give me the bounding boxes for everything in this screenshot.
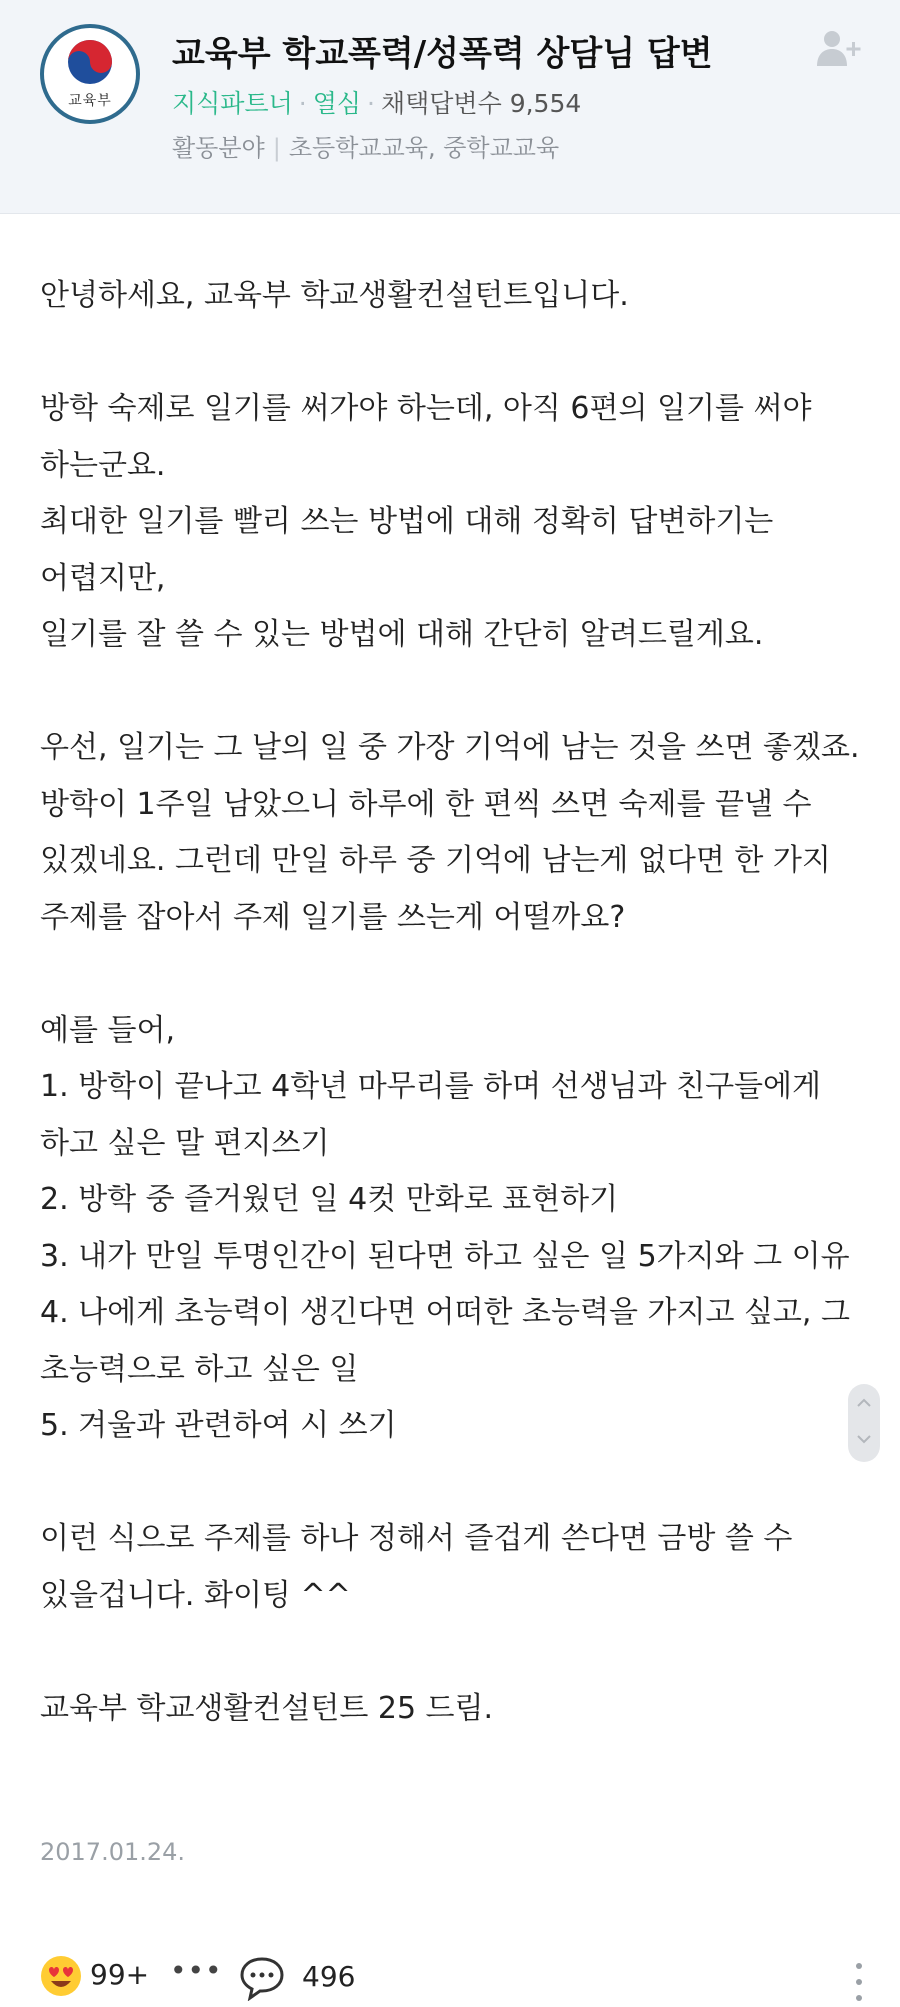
answerer-name[interactable]: 교육부 학교폭력/성폭력 상담님 답변 — [172, 34, 713, 74]
partner-badge: 지식파트너 — [172, 89, 293, 118]
answerer-meta — [172, 84, 581, 120]
logo-text: 교육부 — [68, 93, 112, 109]
more-vertical-icon[interactable] — [852, 1960, 866, 2007]
more-reactions-button[interactable]: ••• — [170, 1954, 223, 1987]
speech-bubble-icon[interactable] — [238, 1955, 286, 2001]
scroll-handle[interactable] — [848, 1384, 880, 1462]
activity-field — [172, 128, 559, 163]
answer-body: 안녕하세요, 교육부 학교생활컨설턴트입니다. 방학 숙제로 일기를 써가야 하는데, 아직 6편의 일기를 써야 하는군요. 최대한 일기를 빨리 쓰는 방법에 대해 정확히 답변하기는 어렵지만, 일기를 잘 쓸 수 있는 방법에 대해 간단히 알려드릴게요. 우선, 일기는 그 날의 일 중 가장 기억에 남는 것을 쓰면 좋겠죠. 방학이 1주일 남았으니 하루에 한 편씩 쓰면 숙제를 끝낼 수 있겠네요. 그런데 만일 하루 중 기억에 남는게 없다면 한 가지 주제를 잡아서 주제 일기를 쓰는게 어떨까요? 예를 들어, 1. 방학이 끝나고 4학년 마무리를 하며 선생님과 친구들에게 하고 싶은 말 편지쓰기 2. 방학 중 즐거웠던 일 4컷 만화로 표현하기 3. 내가 만일 투명인간이 된다면 하고 싶은 일 5가지와 그 이유 4. 나에게 초능력이 생긴다면 어떠한 초능력을 가지고 싶고, 그 초능력으로 하고 싶은 일 5. 겨울과 관련하여 시 쓰기 이런 식으로 주제를 하나 정해서 즐겁게 쓴다면 금방 쓸 수 있을겁니다. 화이팅 ^^ 교육부 학교생활컨설턴트 25 드림. — [40, 278, 860, 1726]
reaction-count: 99+ — [90, 1958, 150, 1991]
field-label: 활동분야 — [172, 134, 265, 162]
government-emblem-icon — [66, 38, 114, 86]
person-add-icon[interactable] — [814, 28, 864, 68]
answerer-profile-header — [0, 0, 900, 214]
adopted-count: 9,554 — [509, 89, 582, 118]
heart-eyes-emoji-icon[interactable] — [40, 1955, 82, 1997]
field-separator: | — [272, 134, 281, 162]
field-value: 초등학교교육, 중학교교육 — [288, 134, 560, 162]
separator-dot: · — [367, 89, 375, 118]
chevron-up-icon — [856, 1398, 872, 1408]
answer-date: 2017.01.24. — [40, 1838, 186, 1866]
adopted-label: 채택답변수 — [380, 89, 502, 118]
level-badge: 열심 — [312, 89, 362, 118]
comment-count: 496 — [302, 1960, 356, 1993]
chevron-down-icon — [856, 1434, 872, 1444]
avatar[interactable] — [40, 24, 140, 124]
separator-dot: · — [298, 89, 307, 118]
